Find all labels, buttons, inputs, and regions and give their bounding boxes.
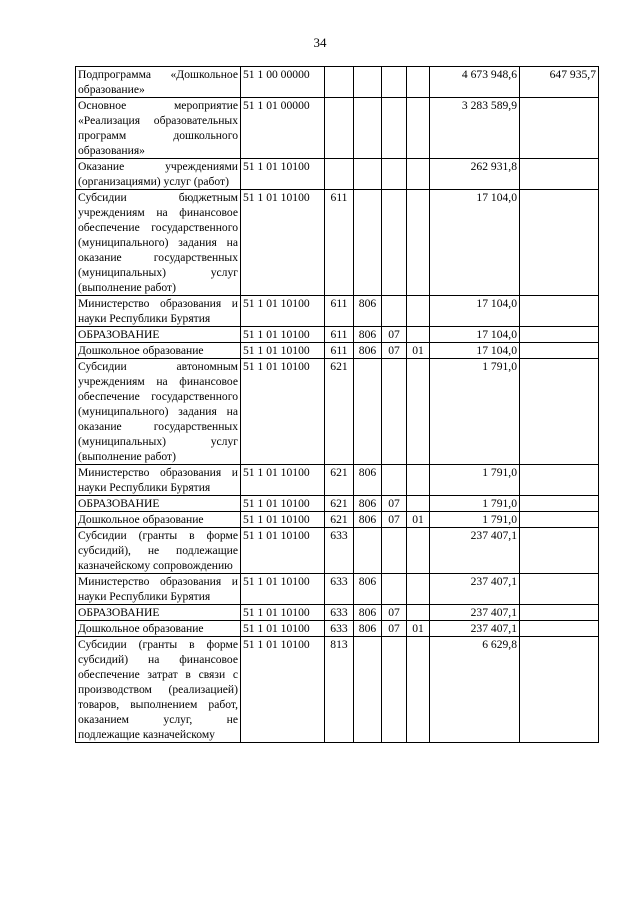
table-row	[76, 637, 599, 743]
row-target-code: 51 1 01 10100	[241, 637, 325, 743]
row-ministry-code: 806	[354, 621, 382, 637]
row-target-code: 51 1 01 10100	[241, 621, 325, 637]
row-amount-second	[520, 621, 599, 637]
row-amount: 237 407,1	[430, 621, 520, 637]
row-section: 07	[382, 496, 407, 512]
row-name: Оказание учреждениями (организациями) услуг (работ)	[76, 159, 241, 190]
table-row	[76, 496, 599, 512]
row-name: Субсидии (гранты в форме субсидий) на финансовое обеспечение затрат в связи с производством (реализацией) товаров, выполнением работ, оказанием услуг, не подлежащие казначейскому	[76, 637, 241, 743]
row-target-code: 51 1 01 10100	[241, 496, 325, 512]
row-target-code: 51 1 01 10100	[241, 190, 325, 296]
row-section	[382, 190, 407, 296]
row-section: 07	[382, 512, 407, 528]
row-subsection: 01	[407, 512, 430, 528]
row-amount-second	[520, 190, 599, 296]
row-expense-type: 611	[325, 343, 354, 359]
row-name: Министерство образования и науки Республики Бурятия	[76, 296, 241, 327]
row-ministry-code	[354, 98, 382, 159]
row-amount-second	[520, 98, 599, 159]
row-target-code: 51 1 01 10100	[241, 359, 325, 465]
row-amount-second	[520, 605, 599, 621]
row-subsection	[407, 496, 430, 512]
row-name: ОБРАЗОВАНИЕ	[76, 605, 241, 621]
table-row	[76, 190, 599, 296]
row-amount-second	[520, 159, 599, 190]
row-section	[382, 465, 407, 496]
row-amount: 262 931,8	[430, 159, 520, 190]
row-amount-second	[520, 512, 599, 528]
table-row	[76, 67, 599, 98]
row-ministry-code	[354, 67, 382, 98]
row-subsection	[407, 528, 430, 574]
row-subsection	[407, 190, 430, 296]
row-expense-type: 813	[325, 637, 354, 743]
row-amount: 17 104,0	[430, 327, 520, 343]
row-target-code: 51 1 01 10100	[241, 465, 325, 496]
table-row	[76, 465, 599, 496]
row-ministry-code	[354, 637, 382, 743]
row-ministry-code: 806	[354, 327, 382, 343]
row-section	[382, 159, 407, 190]
row-target-code: 51 1 01 10100	[241, 159, 325, 190]
row-amount: 1 791,0	[430, 465, 520, 496]
row-name: Подпрограмма «Дошкольное образование»	[76, 67, 241, 98]
table-row	[76, 621, 599, 637]
row-ministry-code	[354, 528, 382, 574]
row-expense-type: 621	[325, 465, 354, 496]
budget-table-body	[76, 67, 599, 743]
row-ministry-code: 806	[354, 343, 382, 359]
row-name: Субсидии бюджетным учреждениям на финансовое обеспечение государственного (муниципального) задания на оказание государственных (муниципальных) услуг (выполнение работ)	[76, 190, 241, 296]
row-section	[382, 359, 407, 465]
row-subsection	[407, 637, 430, 743]
row-expense-type: 633	[325, 605, 354, 621]
row-amount-second	[520, 496, 599, 512]
row-amount: 237 407,1	[430, 528, 520, 574]
row-target-code: 51 1 01 10100	[241, 605, 325, 621]
row-name: Дошкольное образование	[76, 343, 241, 359]
row-subsection	[407, 296, 430, 327]
row-amount-second	[520, 637, 599, 743]
row-expense-type: 611	[325, 327, 354, 343]
row-ministry-code	[354, 159, 382, 190]
row-section: 07	[382, 621, 407, 637]
row-expense-type: 621	[325, 359, 354, 465]
row-expense-type: 633	[325, 621, 354, 637]
row-section: 07	[382, 327, 407, 343]
row-amount: 4 673 948,6	[430, 67, 520, 98]
row-amount: 6 629,8	[430, 637, 520, 743]
table-row	[76, 574, 599, 605]
row-target-code: 51 1 01 10100	[241, 327, 325, 343]
row-amount: 237 407,1	[430, 574, 520, 605]
row-name: Дошкольное образование	[76, 621, 241, 637]
row-target-code: 51 1 01 10100	[241, 512, 325, 528]
table-row	[76, 359, 599, 465]
row-target-code: 51 1 01 10100	[241, 343, 325, 359]
row-amount: 1 791,0	[430, 359, 520, 465]
row-subsection	[407, 159, 430, 190]
row-section	[382, 98, 407, 159]
row-expense-type	[325, 159, 354, 190]
row-ministry-code: 806	[354, 496, 382, 512]
row-ministry-code	[354, 359, 382, 465]
row-subsection	[407, 67, 430, 98]
table-row	[76, 528, 599, 574]
row-subsection	[407, 574, 430, 605]
table-row	[76, 327, 599, 343]
row-amount-second	[520, 465, 599, 496]
row-target-code: 51 1 01 00000	[241, 98, 325, 159]
row-name: Министерство образования и науки Республики Бурятия	[76, 465, 241, 496]
page-number: 34	[313, 35, 327, 50]
row-section	[382, 637, 407, 743]
row-target-code: 51 1 01 10100	[241, 528, 325, 574]
row-target-code: 51 1 01 10100	[241, 574, 325, 605]
row-name: Министерство образования и науки Республики Бурятия	[76, 574, 241, 605]
row-ministry-code: 806	[354, 605, 382, 621]
row-subsection	[407, 327, 430, 343]
row-amount: 17 104,0	[430, 296, 520, 327]
row-amount-second	[520, 296, 599, 327]
table-row	[76, 98, 599, 159]
row-section	[382, 574, 407, 605]
row-subsection: 01	[407, 343, 430, 359]
row-expense-type: 633	[325, 574, 354, 605]
table-row	[76, 512, 599, 528]
row-amount: 3 283 589,9	[430, 98, 520, 159]
row-expense-type: 633	[325, 528, 354, 574]
row-target-code: 51 1 01 10100	[241, 296, 325, 327]
row-amount-second	[520, 574, 599, 605]
row-name: ОБРАЗОВАНИЕ	[76, 496, 241, 512]
row-section: 07	[382, 605, 407, 621]
row-subsection	[407, 605, 430, 621]
row-expense-type	[325, 98, 354, 159]
row-amount: 237 407,1	[430, 605, 520, 621]
row-amount: 17 104,0	[430, 190, 520, 296]
row-amount-second	[520, 528, 599, 574]
budget-table	[75, 66, 599, 743]
table-row	[76, 605, 599, 621]
row-name: ОБРАЗОВАНИЕ	[76, 327, 241, 343]
row-ministry-code: 806	[354, 512, 382, 528]
row-name: Субсидии автономным учреждениям на финансовое обеспечение государственного (муниципального) задания на оказание государственных (муниципальных) услуг (выполнение работ)	[76, 359, 241, 465]
row-amount-second	[520, 359, 599, 465]
row-subsection	[407, 359, 430, 465]
row-ministry-code: 806	[354, 465, 382, 496]
table-row	[76, 159, 599, 190]
row-target-code: 51 1 00 00000	[241, 67, 325, 98]
row-subsection	[407, 465, 430, 496]
row-amount-second	[520, 343, 599, 359]
row-section	[382, 67, 407, 98]
row-ministry-code: 806	[354, 574, 382, 605]
row-amount-second	[520, 327, 599, 343]
row-ministry-code: 806	[354, 296, 382, 327]
row-name: Основное мероприятие «Реализация образовательных программ дошкольного образования»	[76, 98, 241, 159]
row-section: 07	[382, 343, 407, 359]
row-subsection: 01	[407, 621, 430, 637]
row-amount: 17 104,0	[430, 343, 520, 359]
row-name: Дошкольное образование	[76, 512, 241, 528]
table-row	[76, 296, 599, 327]
row-expense-type: 621	[325, 496, 354, 512]
row-name: Субсидии (гранты в форме субсидий), не подлежащие казначейскому сопровождению	[76, 528, 241, 574]
row-amount: 1 791,0	[430, 496, 520, 512]
row-ministry-code	[354, 190, 382, 296]
row-expense-type: 621	[325, 512, 354, 528]
row-subsection	[407, 98, 430, 159]
row-expense-type: 611	[325, 190, 354, 296]
row-section	[382, 296, 407, 327]
row-expense-type	[325, 67, 354, 98]
row-section	[382, 528, 407, 574]
row-amount: 1 791,0	[430, 512, 520, 528]
row-amount-second: 647 935,7	[520, 67, 599, 98]
table-row	[76, 343, 599, 359]
row-expense-type: 611	[325, 296, 354, 327]
